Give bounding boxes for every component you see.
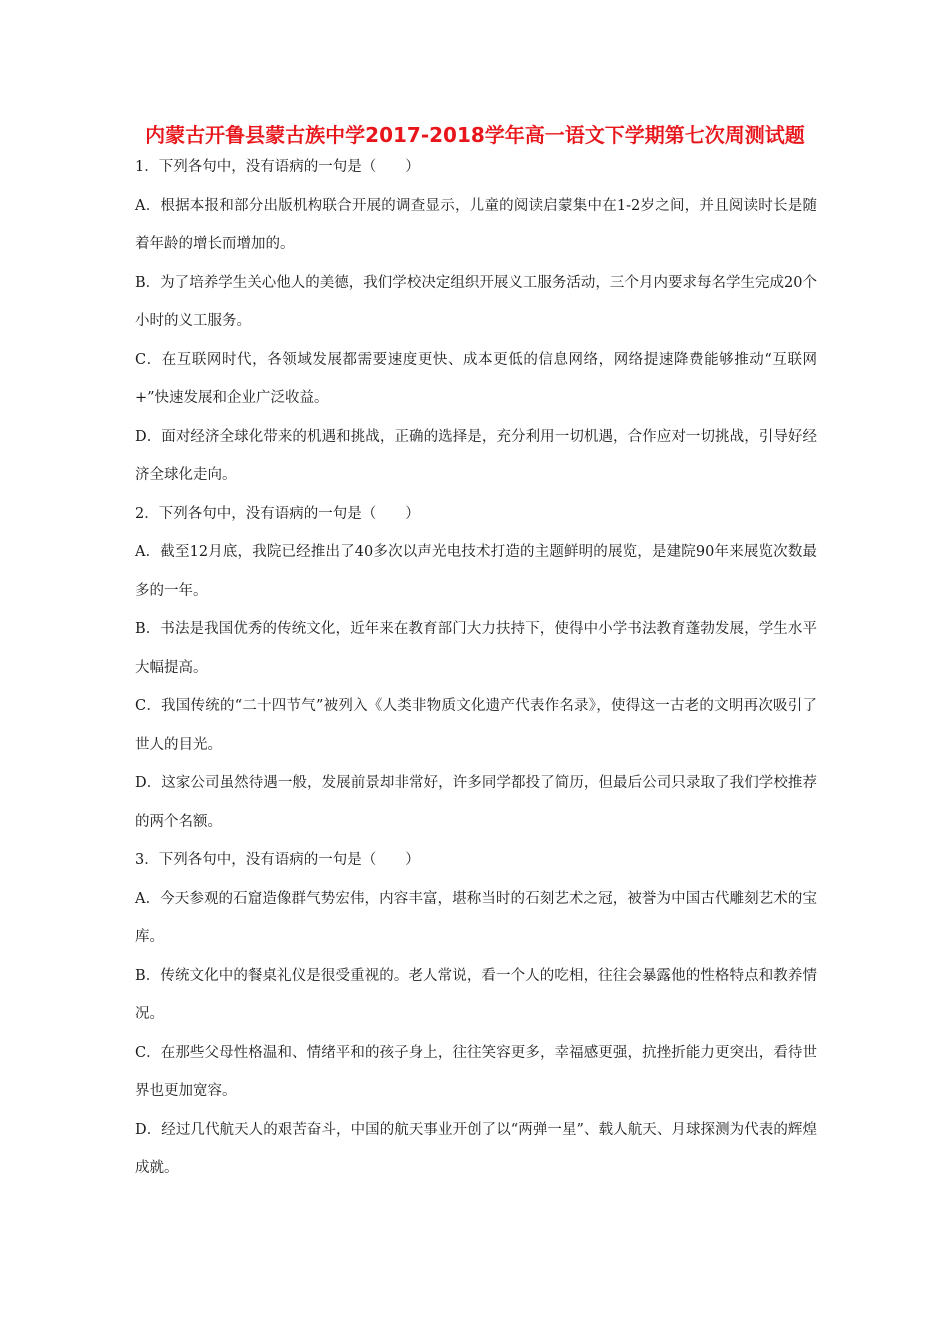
question-1-option-a: A．根据本报和部分出版机构联合开展的调查显示，儿童的阅读启蒙集中在1-2岁之间，并且阅读时长是随着年龄的增长而增加的。 bbox=[135, 197, 817, 252]
question-2-option-b: B．书法是我国优秀的传统文化，近年来在教育部门大力扶持下，使得中小学书法教育蓬勃发展，学生水平大幅提高。 bbox=[135, 621, 817, 676]
question-1-option-c: C．在互联网时代，各领域发展都需要速度更快、成本更低的信息网络，网络提速降费能够推动“互联网+”快速发展和企业广泛收益。 bbox=[135, 351, 817, 406]
question-2-option-c: C．我国传统的“二十四节气”被列入《人类非物质文化遗产代表作名录》，使得这一古老的文明再次吸引了世人的目光。 bbox=[135, 698, 817, 753]
question-list bbox=[135, 148, 817, 1188]
question-2-option-a: A．截至12月底，我院已经推出了40多次以声光电技术打造的主题鲜明的展览，是建院90年来展览次数最多的一年。 bbox=[135, 544, 817, 599]
question-1-option-d: D．面对经济全球化带来的机遇和挑战，正确的选择是，充分利用一切机遇，合作应对一切挑战，引导好经济全球化走向。 bbox=[135, 428, 817, 483]
question-1-option-b: B．为了培养学生关心他人的美德，我们学校决定组织开展义工服务活动，三个月内要求每名学生完成20个小时的义工服务。 bbox=[135, 274, 817, 329]
question-3-option-b: B．传统文化中的餐桌礼仪是很受重视的。老人常说，看一个人的吃相，往往会暴露他的性格特点和教养情况。 bbox=[135, 967, 817, 1022]
question-3-option-c: C．在那些父母性格温和、情绪平和的孩子身上，往往笑容更多，幸福感更强，抗挫折能力更突出，看待世界也更加宽容。 bbox=[135, 1044, 817, 1099]
question-2-option-d: D．这家公司虽然待遇一般，发展前景却非常好，许多同学都投了简历，但最后公司只录取了我们学校推荐的两个名额。 bbox=[135, 775, 817, 830]
page-title: 内蒙古开鲁县蒙古族中学2017-2018学年高一语文下学期第七次周测试题 bbox=[145, 123, 805, 147]
question-3-option-d: D．经过几代航天人的艰苦奋斗，中国的航天事业开创了以“两弹一星”、载人航天、月球探测为代表的辉煌成就。 bbox=[135, 1121, 817, 1176]
question-1-stem: 1．下列各句中，没有语病的一句是（ ） bbox=[135, 159, 420, 175]
question-3-option-a: A．今天参观的石窟造像群气势宏伟，内容丰富，堪称当时的石刻艺术之冠，被誉为中国古代雕刻艺术的宝库。 bbox=[135, 890, 817, 945]
question-3-stem: 3．下列各句中，没有语病的一句是（ ） bbox=[135, 852, 420, 868]
question-2-stem: 2．下列各句中，没有语病的一句是（ ） bbox=[135, 505, 420, 522]
